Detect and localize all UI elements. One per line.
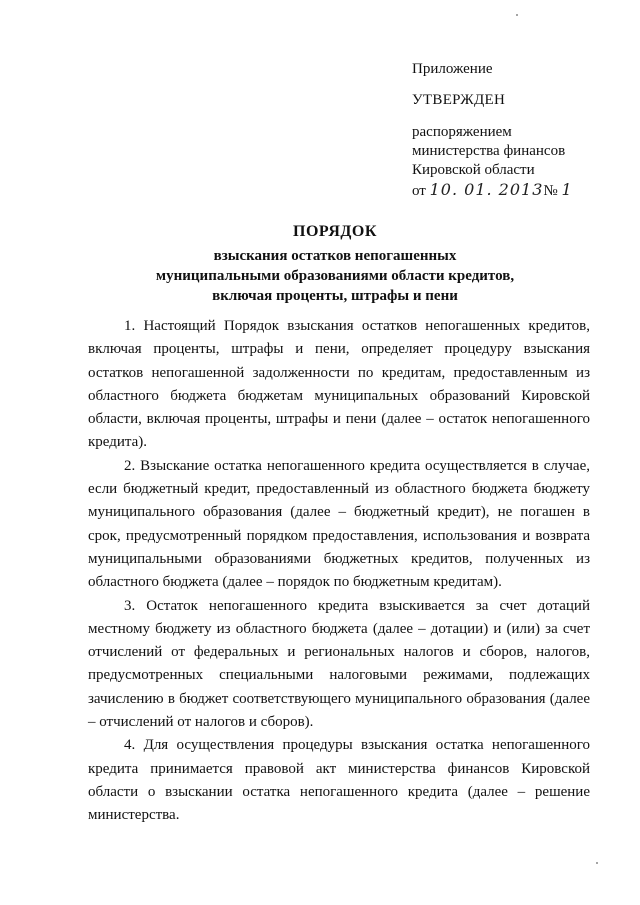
paragraph: 1. Настоящий Порядок взыскания остатков непогашенных кредитов, включая проценты, штрафы и пени, определяет процедуру взыскания остатков непогашенной задолженности по кредитам, предоставленным из областного бюджета бюджетам муниципальных образований Кировской области, включая проценты, штрафы и пени (далее – остаток непогашенного кредита). (88, 318, 590, 451)
approved-label: УТВЕРЖДЕН (412, 92, 506, 108)
title-main: ПОРЯДОК (293, 223, 377, 240)
number-label: № (543, 183, 558, 199)
from-label: от (412, 183, 426, 199)
paragraph: 3. Остаток непогашенного кредита взыскивается за счет дотаций местному бюджету из областного бюджета (далее – дотации) и (или) за счет отчислений от федеральных и региональных налогов и сборов, налогов, предусмотренных специальными налоговыми режимами, подлежащих зачислению в бюджет соответствующего муниципального образования (далее – отчислений от налогов и сборов). (88, 597, 590, 731)
document-body (88, 315, 590, 828)
approval-date-row (412, 180, 622, 201)
appendix-label: Приложение (412, 61, 493, 77)
title-line: взыскания остатков непогашенных (213, 248, 457, 264)
approval-line: Кировской области (412, 162, 535, 178)
approval-line: министерства финансов (412, 143, 566, 159)
title-line: муниципальными образованиями области кредитов, (155, 268, 515, 284)
approval-line: распоряжением (412, 124, 512, 140)
paragraph: 4. Для осуществления процедуры взыскания остатка непогашенного кредита принимается правовой акт министерства финансов Кировской области о взыскании остатка непогашенного кредита (далее – решение министерства. (88, 737, 590, 824)
document-title (70, 222, 600, 306)
paragraph: 2. Взыскание остатка непогашенного кредита осуществляется в случае, если бюджетный кредит, предоставленный из областного бюджета бюджету муниципального образования (далее – бюджетный кредит), не погашен в срок, предусмотренный порядком предоставления, использования и возврата муниципальными образованиями бюджетных кредитов, полученных из областного бюджета (далее – порядок по бюджетным кредитам). (88, 457, 590, 591)
handwritten-date: 10. 01. 2013 (429, 180, 544, 199)
scan-speck (516, 14, 518, 16)
approval-block (412, 60, 622, 201)
handwritten-number: 1 (561, 180, 573, 199)
scan-speck (596, 862, 598, 864)
title-line: включая проценты, штрафы и пени (212, 288, 458, 304)
